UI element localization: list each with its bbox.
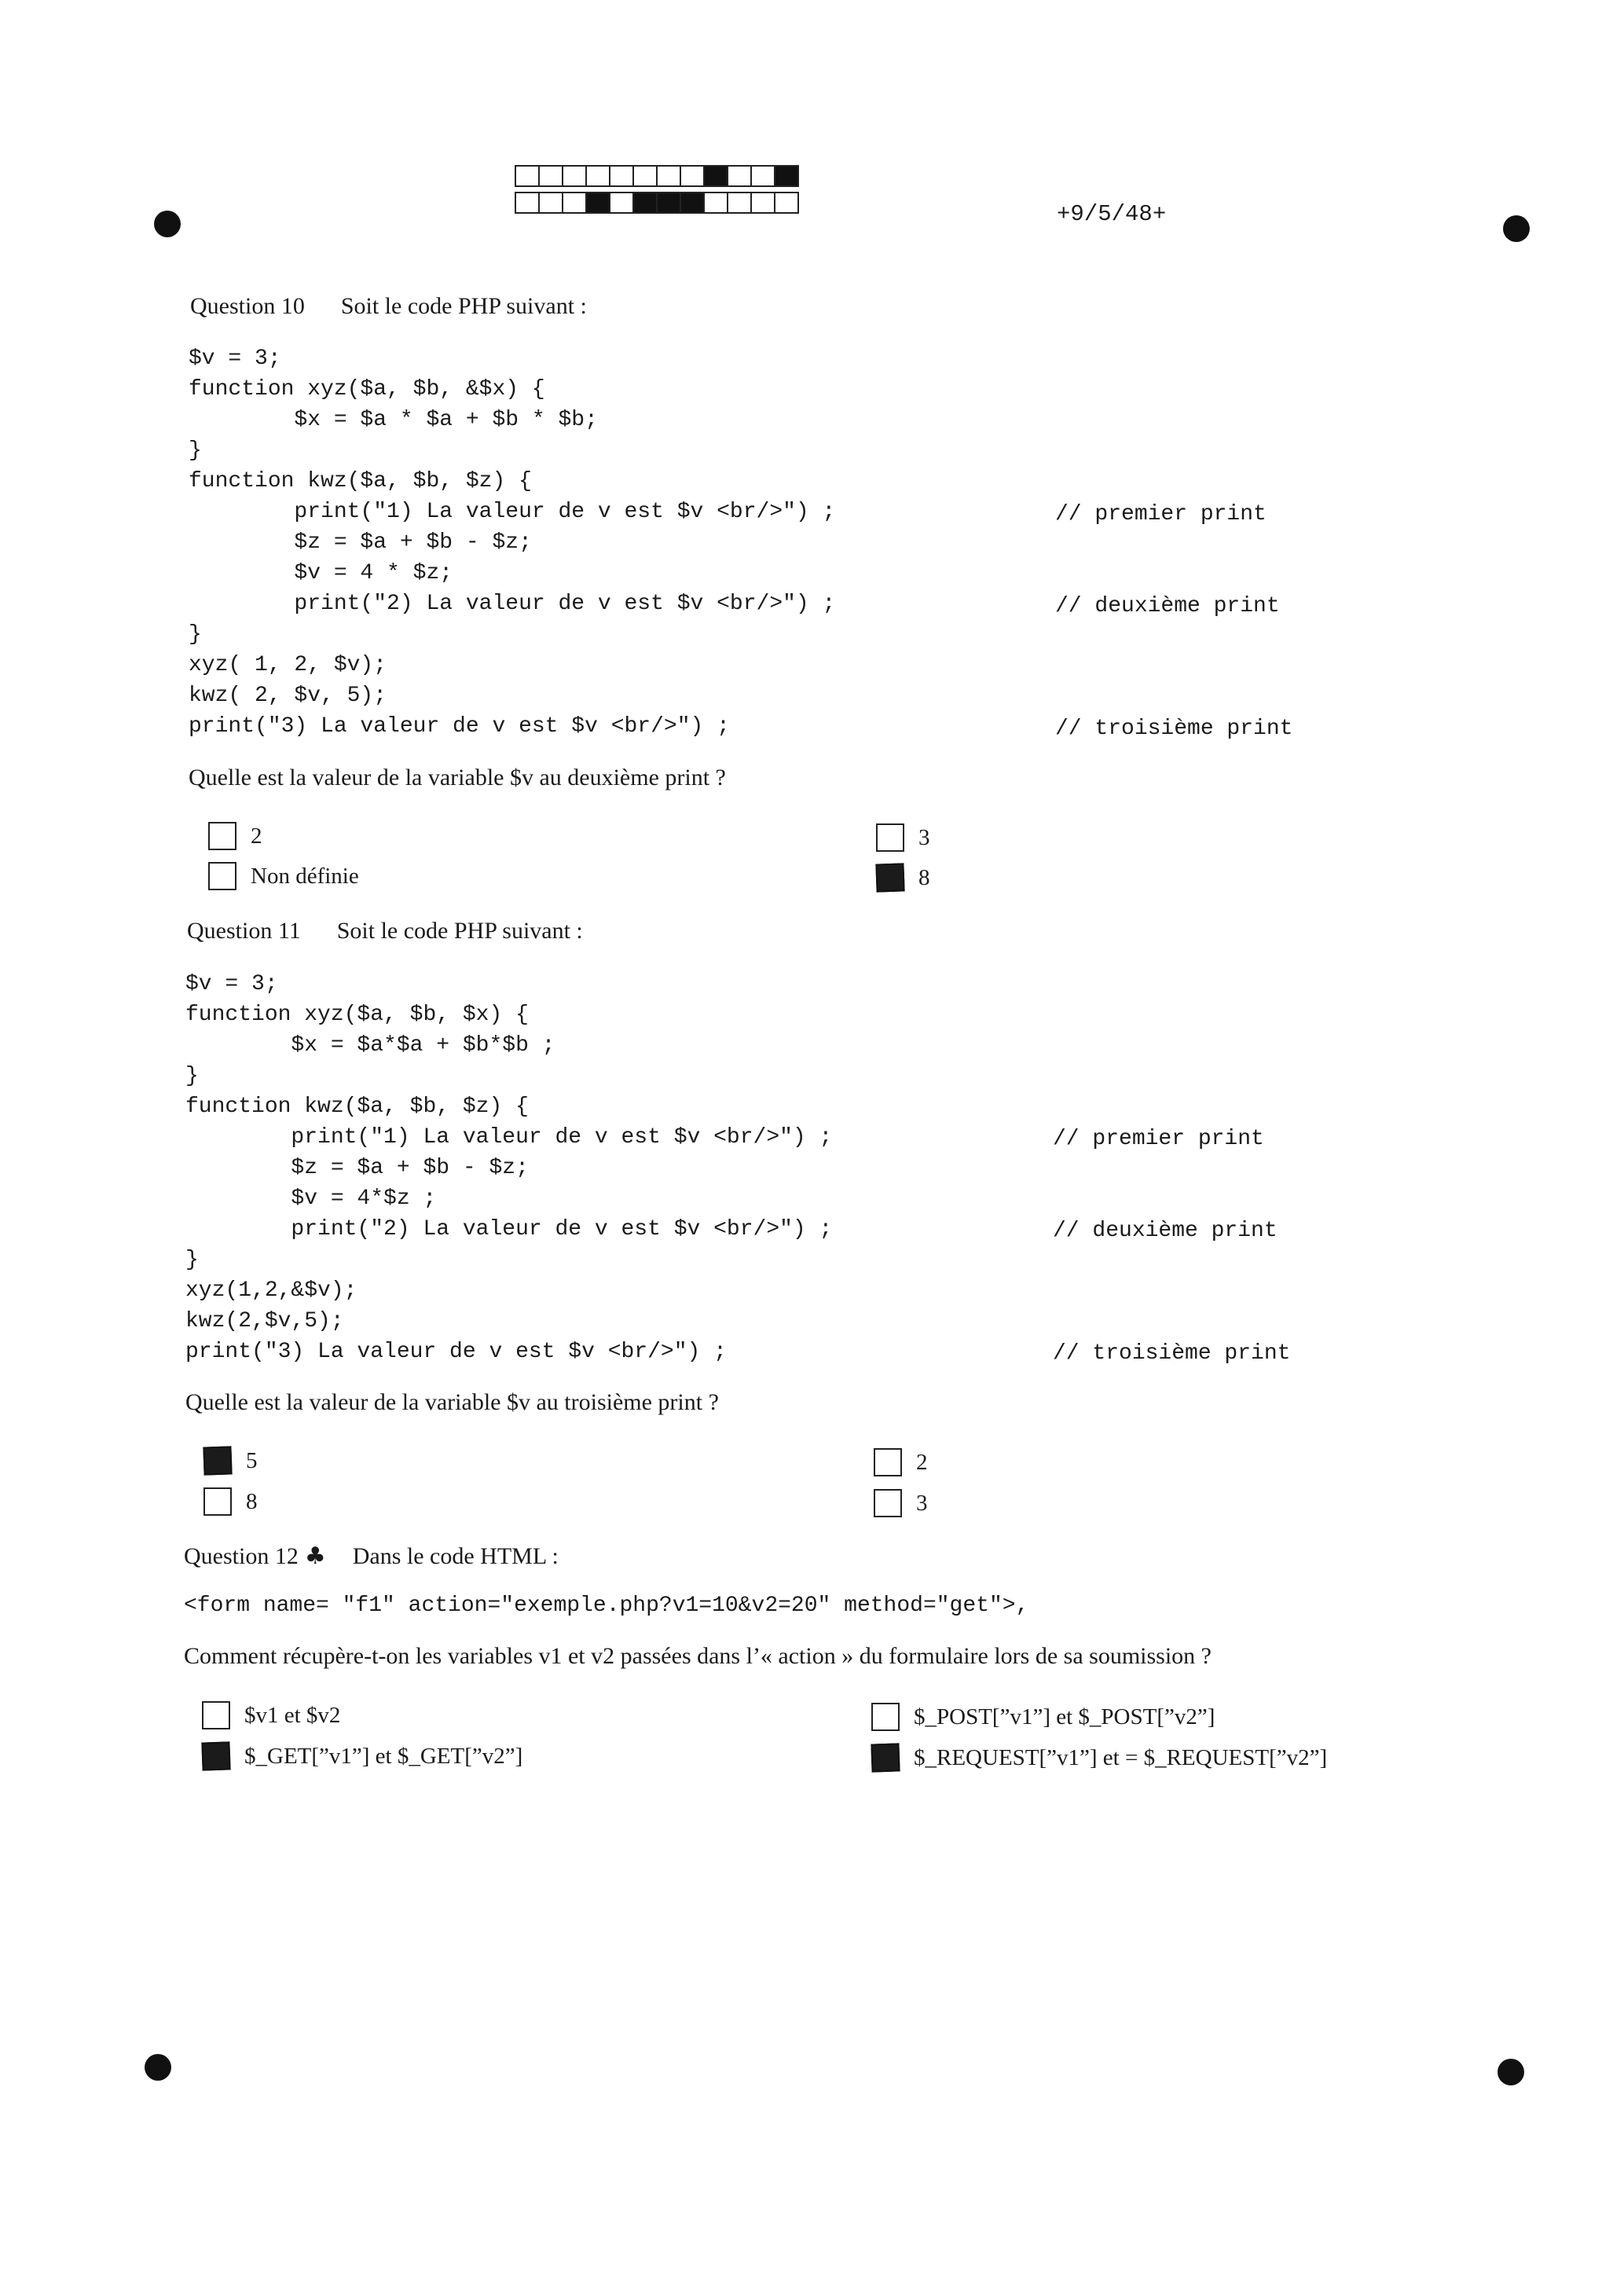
id-grid-cell [656,165,681,187]
id-grid-cell [538,192,563,214]
question-10-heading [190,293,587,320]
answer-label: 3 [916,1490,928,1516]
answer-label: Non définie [251,863,359,889]
answer-label: 5 [246,1447,258,1473]
answer-label: 8 [918,864,930,890]
answer-label: $_POST[”v1”] et $_POST[”v2”] [914,1704,1215,1729]
answer-label: $_REQUEST[”v1”] et = $_REQUEST[”v2”] [914,1744,1328,1770]
question-12-heading [184,1542,559,1570]
question-10-prompt: Quelle est la valeur de la variable $v au deuxième print ? [189,765,726,790]
answer-option[interactable] [202,1701,340,1729]
question-11-code: $v = 3; function xyz($a, $b, $x) { $x = $a*$a + $b*$b ; } function kwz($a, $b, $z) { print("1) La valeur de v est $v <br/>") ; $z = $a + $b - $z; $v = 4*$z ; print("2) La valeur de v est $v <br/>") ; } xyz(1,2,&$v); kwz(2,$v,5); print("3) La valeur de v est $v <br/>") ; [185,972,833,1364]
question-intro: Soit le code PHP suivant : [340,293,587,319]
id-grid-cell [562,165,587,187]
answer-checkbox-checked[interactable] [201,1741,230,1770]
multiple-answer-club-icon: ♣ [304,1542,326,1570]
answer-checkbox[interactable] [876,823,904,852]
answer-label: 2 [251,823,262,849]
answer-option[interactable] [202,1742,522,1770]
answer-label: 3 [918,824,930,850]
question-11-prompt: Quelle est la valeur de la variable $v au troisième print ? [185,1389,719,1415]
question-number: Question 12 [184,1543,299,1569]
id-grid-cell [680,165,705,187]
answer-option[interactable] [876,864,930,892]
id-grid-cell-filled [656,192,681,214]
answer-checkbox[interactable] [874,1448,902,1476]
id-grid-cell [632,165,658,187]
answer-checkbox[interactable] [208,862,236,890]
answer-label: $_GET[”v1”] et $_GET[”v2”] [244,1743,523,1769]
identification-grid [515,165,797,218]
id-grid-cell [750,165,775,187]
code-comment: // premier print [1055,502,1267,526]
question-11-heading [187,918,583,944]
answer-label: $v1 et $v2 [244,1702,341,1728]
answer-checkbox-checked[interactable] [871,1743,900,1772]
answer-option[interactable] [203,1487,258,1516]
id-grid-cell [609,192,634,214]
id-grid-row [515,192,797,215]
answer-option[interactable] [874,1489,928,1517]
answer-checkbox-checked[interactable] [203,1446,232,1475]
question-10-code: $v = 3; function xyz($a, $b, &$x) { $x = $a * $a + $b * $b; } function kwz($a, $b, $z) { print("1) La valeur de v est $v <br/>") ; $z = $a + $b - $z; $v = 4 * $z; print("2) La valeur de v est $v <br/>") ; } xyz( 1, 2, $v); kwz( 2, $v, 5); print("3) La valeur de v est $v <br/>") ; [189,347,836,739]
id-grid-row [515,165,797,189]
code-comment: // troisième print [1055,717,1293,741]
registration-mark-top-right [1503,215,1530,242]
answer-option[interactable] [871,1703,1215,1731]
answer-option[interactable] [876,823,930,852]
page-code: +9/5/48+ [1057,201,1167,227]
answer-checkbox[interactable] [203,1487,232,1516]
id-grid-cell [538,165,563,187]
id-grid-cell [727,165,752,187]
id-grid-cell [727,192,752,214]
id-grid-cell-filled [632,192,658,214]
answer-option[interactable] [208,862,359,890]
id-grid-cell-filled [774,165,799,187]
registration-mark-bottom-right [1498,2059,1524,2085]
answer-checkbox[interactable] [871,1703,900,1731]
id-grid-cell [515,192,540,214]
id-grid-cell-filled [703,165,728,187]
registration-mark-top-left [154,211,181,237]
id-grid-cell [750,192,775,214]
code-comment: // deuxième print [1053,1219,1278,1243]
answer-option[interactable] [871,1744,1327,1772]
answer-checkbox[interactable] [208,822,236,850]
question-number: Question 10 [190,293,305,319]
answer-label: 2 [916,1449,928,1475]
id-grid-cell [515,165,540,187]
id-grid-cell-filled [680,192,705,214]
id-grid-cell [703,192,728,214]
question-intro: Soit le code PHP suivant : [336,918,583,944]
registration-mark-bottom-left [145,2054,171,2081]
code-comment: // troisième print [1053,1341,1291,1366]
code-comment: // deuxième print [1055,594,1280,618]
code-comment: // premier print [1053,1127,1264,1151]
answer-option[interactable] [874,1448,928,1476]
answer-checkbox-checked[interactable] [875,863,904,892]
question-12-prompt: Comment récupère-t-on les variables v1 et v2 passées dans l’« action » du formulaire lors de sa soumission ? [184,1643,1212,1669]
question-number: Question 11 [187,918,301,944]
answer-checkbox[interactable] [202,1701,230,1729]
answer-checkbox[interactable] [874,1489,902,1517]
answer-option[interactable] [203,1447,258,1475]
id-grid-cell [562,192,587,214]
id-grid-cell [585,165,610,187]
question-12-code: <form name= "f1" action="exemple.php?v1=10&v2=20" method="get">, [184,1594,1029,1618]
answer-option[interactable] [208,822,262,850]
question-intro: Dans le code HTML : [352,1543,559,1569]
id-grid-cell [774,192,799,214]
answer-label: 8 [246,1488,258,1514]
id-grid-cell-filled [585,192,610,214]
id-grid-cell [609,165,634,187]
